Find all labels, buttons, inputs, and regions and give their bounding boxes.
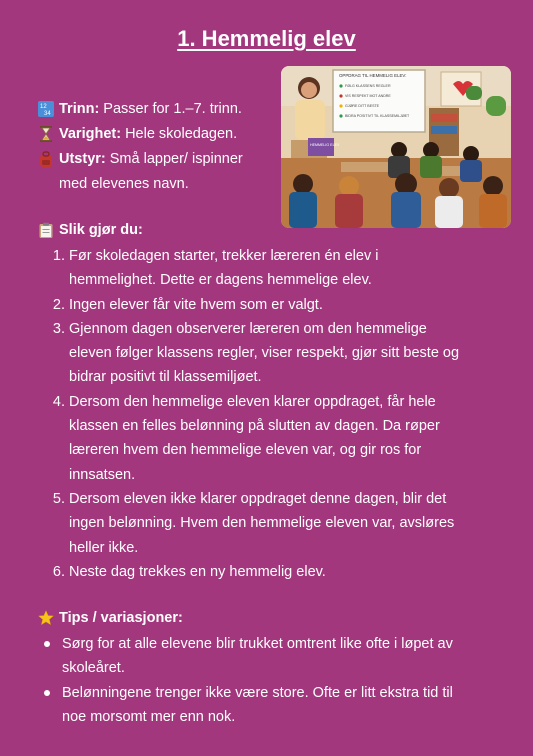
duration-value: Hele skoledagen. — [121, 126, 238, 142]
equipment-value: Små lapper/ ispinner — [105, 151, 243, 167]
tips-heading — [38, 610, 183, 626]
step-number: 2. — [52, 296, 65, 313]
step-line: Dersom eleven ikke klarer oppdraget denne dagen, blir det — [69, 490, 447, 507]
duration-row — [38, 122, 274, 147]
tip-line: Belønningene trenger ikke være store. Ofte er litt ekstra tid til — [62, 684, 453, 701]
board-line: GJØRE DITT BESTE — [345, 104, 380, 108]
classroom-picture — [281, 66, 511, 228]
grade-row — [38, 97, 274, 122]
step-line: Før skoledagen starter, trekker læreren én elev i — [69, 248, 379, 264]
numbers-icon — [38, 101, 54, 117]
classroom-illustration — [281, 66, 511, 228]
bullet-icon — [44, 641, 50, 647]
step-number: 5. — [52, 490, 65, 507]
step-item — [40, 560, 500, 584]
step-line: hemmelighet. Dette er dagens hemmelige elev. — [69, 272, 372, 289]
step-number: 4. — [52, 393, 65, 410]
step-line: bidrar positivt til klassemiljøet. — [69, 369, 262, 386]
backpack-icon — [38, 151, 54, 167]
grade-value: Passer for 1.–7. trinn. — [99, 101, 242, 117]
step-line: Gjennom dagen observerer læreren om den hemmelige — [69, 320, 427, 337]
tip-line: noe morsomt mer enn nok. — [62, 708, 236, 725]
howto-heading — [38, 222, 143, 238]
steps-list — [40, 244, 500, 584]
step-number: 6. — [52, 563, 65, 580]
bullet-icon — [44, 690, 50, 696]
step-number: 3. — [52, 320, 65, 337]
step-line: klassen en felles belønning på slutten av dagen. Da røper — [69, 418, 440, 435]
tip-line: Sørg for at alle elevene blir trukket omtrent like ofte i løpet av — [62, 636, 453, 652]
step-item — [40, 390, 500, 487]
step-item — [40, 487, 500, 560]
duration-label: Varighet: — [59, 126, 122, 142]
svg-text:12: 12 — [40, 104, 47, 110]
clipboard-icon — [38, 222, 54, 238]
tip-item — [44, 681, 504, 730]
board-line: FØLG KLASSENS REGLER — [345, 84, 391, 88]
board-line: VIS RESPEKT MOT ANDRE — [345, 94, 391, 98]
box-label: HEMMELIG ELEV — [310, 143, 340, 147]
equipment-value-continued: med elevenes navn. — [59, 176, 189, 192]
step-line: Dersom den hemmelige eleven klarer oppdraget, får hele — [69, 393, 436, 410]
step-line: heller ikke. — [69, 539, 139, 556]
step-number: 1. — [52, 248, 65, 264]
hourglass-icon — [38, 126, 54, 142]
page-title: 1. Hemmelig elev — [177, 26, 356, 51]
tips-list — [44, 632, 504, 729]
activity-info — [38, 97, 274, 197]
star-icon — [38, 610, 54, 626]
step-item — [40, 317, 500, 390]
grade-label: Trinn: — [59, 101, 100, 117]
tip-line: skoleåret. — [62, 660, 125, 677]
step-line: Neste dag trekkes en ny hemmelig elev. — [69, 563, 326, 580]
equipment-label: Utstyr: — [59, 151, 106, 167]
svg-text:34: 34 — [44, 111, 51, 117]
board-line: BIDRA POSITIVT TIL KLASSEMILJØET — [345, 114, 410, 118]
step-item — [40, 293, 500, 317]
howto-heading-text: Slik gjør du: — [59, 222, 143, 238]
step-line: innsatsen. — [69, 466, 136, 483]
step-line: læreren hvem den hemmelige eleven var, og gir ros for — [69, 442, 422, 459]
tip-item — [44, 632, 504, 681]
tips-heading-text: Tips / variasjoner: — [59, 610, 183, 626]
step-line: eleven følger klassens regler, viser respekt, gjør sitt beste og — [69, 345, 460, 362]
step-item — [40, 244, 500, 293]
equipment-row — [38, 147, 274, 172]
step-line: ingen belønning. Hvem den hemmelige eleven var, avsløres — [69, 515, 455, 532]
board-line: OPPDRAG TIL HEMMELIG ELEV: — [339, 73, 407, 78]
step-line: Ingen elever får vite hvem som er valgt. — [69, 296, 323, 313]
